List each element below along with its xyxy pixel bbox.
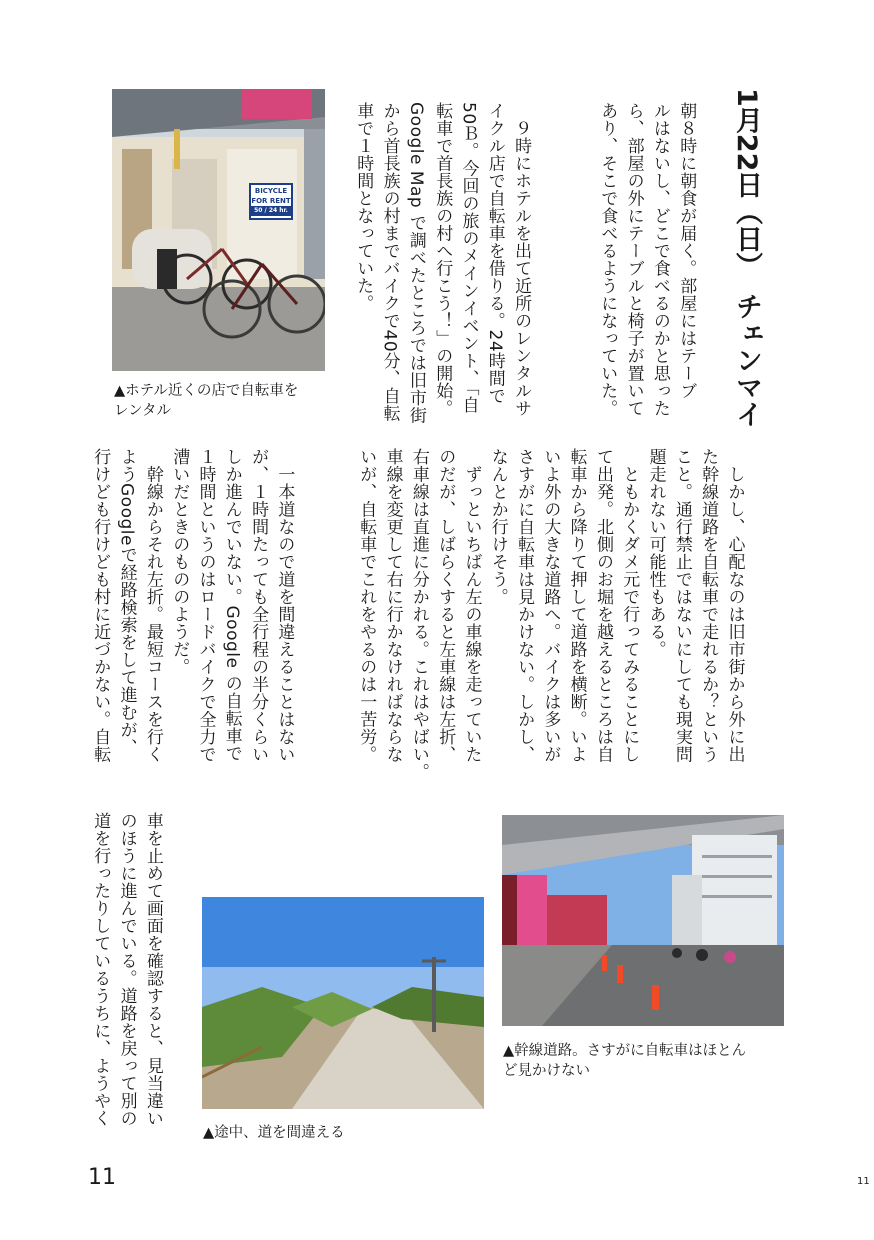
page-number-left: 11 <box>88 1165 116 1190</box>
photo-main-road <box>502 815 784 1026</box>
article-title: 1月22日（日） チェンマイ <box>731 88 762 428</box>
paragraph-one-road: 一本道なので道を間違えることはない が、１時間たっても全行程の半分くらい しか進んでいない。Google の自転車で １時間というのはロードバイクで全力で 漕いだときのもののようだ。 幹線からそれ左折。最短コースを行く ようGoogleで経路検索をして進むが、 行けども行けども村に近づかない。自転 <box>90 448 295 763</box>
paragraph-rental: ９時にホテルを出て近所のレンタルサ イクル店で自転車を借りる。24時間で 50Ｂ。今回の旅のメインイベント、「自 転車で首長族の村へ行こう！」の開始。 Google Map で調べたところでは旧市街 から首長族の村までバイクで40分、自転 車で１時間となっていた。 <box>353 102 532 425</box>
sign-line-3: 50 / 24 hr. <box>250 206 292 216</box>
paragraph-breakfast: 朝８時に朝食が届く。部屋にはテーブ ルはないし、どこで食べるのかと思った ら、部屋の外にテーブルと椅子が置いて あり、そこで食べるようになっていた。 <box>597 102 697 417</box>
sign-line-1: BICYCLE <box>254 187 288 195</box>
caption-main-road: ▲幹線道路。さすがに自転車はほとん ど見かけない <box>503 1043 747 1079</box>
photo-bicycle-shop <box>112 89 325 371</box>
photo-wrong-road <box>202 897 484 1109</box>
paragraph-wrong-way: 車を止めて画面を確認すると、見当違い のほうに進んでいる。道路を戻って別の 道を行ったりしているうちに、ようやく <box>90 812 163 1127</box>
bicycle-rent-sign <box>250 186 292 216</box>
page-number-right: 11 <box>857 1176 870 1187</box>
paragraph-main-road: しかし、心配なのは旧市街から外に出 た幹線道路を自転車で走れるか？という こと。通行禁止ではないにしても現実問 題走れない可能性もある。 ともかくダメ元で行ってみることにし て出発。北側のお堀を越えるところは自 転車から降りて押して道路を横断。いよ いよ外の大きな道路へ。バイクは多いが さすがに自転車は見かけない。しかし、 なんとか行けそう。 ずっといちばん左の車線を走っていた のだが、しばらくすると左車線は左折、 右車線は直進に分かれる。これはやばい。 車線を変更して右に行かなければならな いが、自転車でこれをやるのは一苦労。 <box>356 448 745 781</box>
sign-line-2: FOR RENT <box>251 197 291 205</box>
caption-bicycle-shop: ▲ホテル近くの店で自転車を レンタル <box>114 383 299 419</box>
caption-wrong-road: ▲途中、道を間違える <box>203 1125 345 1141</box>
